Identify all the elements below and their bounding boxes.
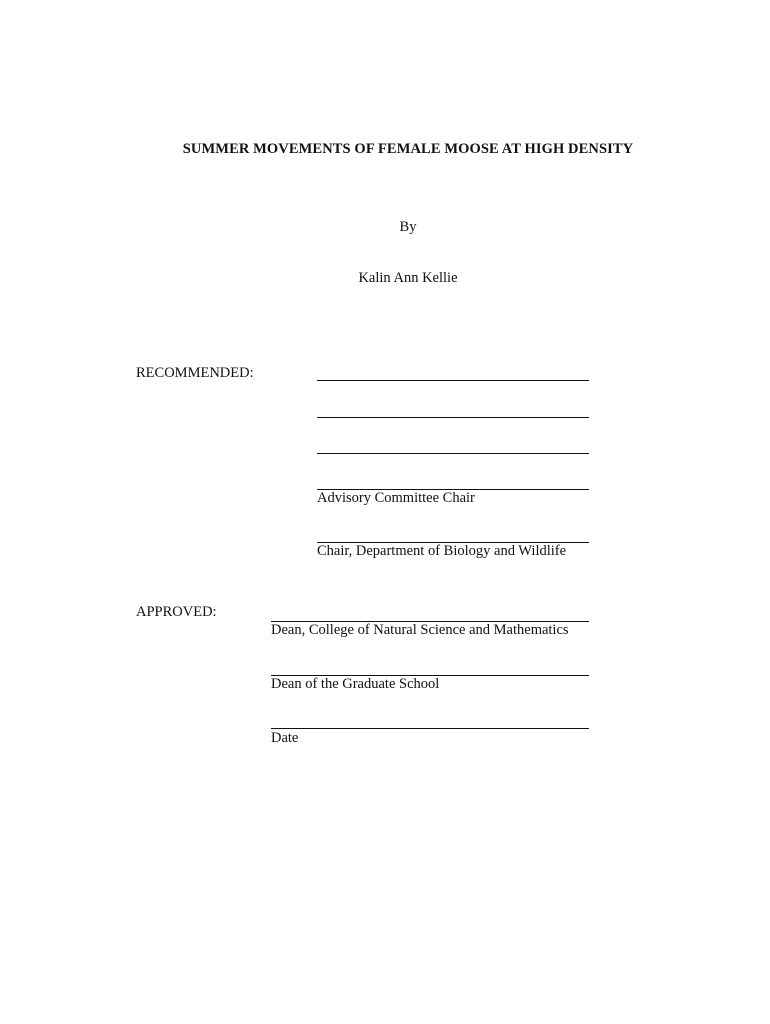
author-name: Kalin Ann Kellie xyxy=(358,270,458,286)
recommended-label: RECOMMENDED: xyxy=(136,365,254,381)
document-title: SUMMER MOVEMENTS OF FEMALE MOOSE AT HIGH DENSITY xyxy=(182,141,634,157)
dean-college-caption: Dean, College of Natural Science and Mathematics xyxy=(271,622,569,638)
approved-label: APPROVED: xyxy=(136,604,217,620)
signature-line-date xyxy=(271,727,589,729)
date-caption: Date xyxy=(271,730,299,746)
advisory-committee-chair-caption: Advisory Committee Chair xyxy=(317,490,475,506)
by-line: By xyxy=(399,219,417,235)
department-chair-caption: Chair, Department of Biology and Wildlife xyxy=(317,543,567,559)
dean-graduate-school-caption: Dean of the Graduate School xyxy=(271,676,440,692)
signature-line-recommended-2 xyxy=(317,416,589,418)
signature-line-recommended-1 xyxy=(317,379,589,381)
signature-line-recommended-3 xyxy=(317,452,589,454)
